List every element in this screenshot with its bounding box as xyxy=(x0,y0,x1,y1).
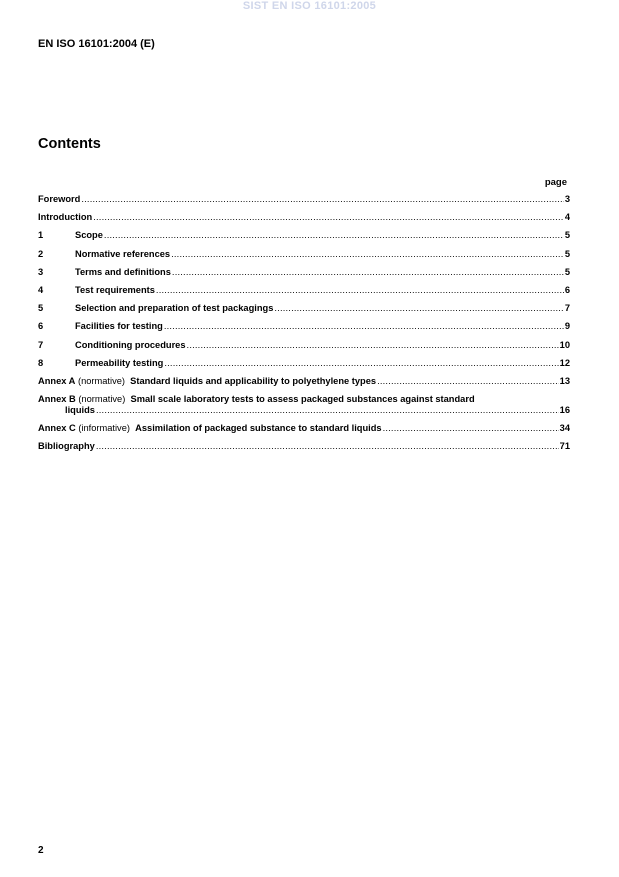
leader-dots xyxy=(164,358,558,369)
toc-entry-conditioning-procedures[interactable] xyxy=(38,340,570,351)
leader-dots xyxy=(171,249,564,260)
annex-type: (normative) xyxy=(78,394,126,405)
toc-entry-number: 4 xyxy=(38,284,44,295)
toc-entry-number: 6 xyxy=(38,321,44,332)
toc-entry-page: 5 xyxy=(564,248,570,259)
page-column-label: page xyxy=(544,177,567,188)
leader-dots xyxy=(274,303,563,314)
leader-dots xyxy=(164,321,564,332)
toc-entry-title: Bibliography xyxy=(38,441,95,452)
toc-entry-page: 16 xyxy=(559,405,570,416)
toc-entry-page: 34 xyxy=(559,423,570,434)
toc-entry-title: Selection and preparation of test packagings xyxy=(75,303,274,314)
toc-entry-page: 10 xyxy=(559,339,570,350)
toc-entry-foreword[interactable] xyxy=(38,194,570,205)
toc-entry-page: 4 xyxy=(564,212,570,223)
watermark: SIST EN ISO 16101:2005 xyxy=(242,0,377,12)
leader-dots xyxy=(156,285,564,296)
toc-entry-title: Test requirements xyxy=(75,284,155,295)
toc-entry-terms-and-definitions[interactable] xyxy=(38,267,570,278)
toc-entry-number: 1 xyxy=(38,230,44,241)
annex-label: Annex B xyxy=(38,394,76,405)
toc-entry-title-line2: liquids xyxy=(65,405,95,416)
toc-entry-page: 6 xyxy=(564,284,570,295)
toc-entry-title: Permeability testing xyxy=(75,357,164,368)
toc-entry-bibliography[interactable] xyxy=(38,441,570,452)
toc-entry-introduction[interactable] xyxy=(38,212,570,223)
toc-entry-test-requirements[interactable] xyxy=(38,285,570,296)
toc-entry-annex-c[interactable] xyxy=(38,423,570,434)
toc-entry-title: Normative references xyxy=(75,248,171,259)
toc-entry-title: Terms and definitions xyxy=(75,266,171,277)
toc-entry-normative-references[interactable] xyxy=(38,249,570,260)
toc-entry-page: 71 xyxy=(559,441,570,452)
leader-dots xyxy=(81,194,563,205)
table-of-contents xyxy=(38,194,570,460)
toc-entry-page: 5 xyxy=(564,266,570,277)
leader-dots xyxy=(96,441,559,452)
toc-entry-annex-a[interactable] xyxy=(38,376,570,387)
leader-dots xyxy=(383,423,559,434)
toc-entry-title: Introduction xyxy=(38,212,93,223)
toc-entry-permeability-testing[interactable] xyxy=(38,358,570,369)
toc-entry-number: 5 xyxy=(38,303,44,314)
leader-dots xyxy=(172,267,564,278)
annex-type: (informative) xyxy=(78,423,130,434)
toc-entry-number: 8 xyxy=(38,357,44,368)
toc-entry-title: Facilities for testing xyxy=(75,321,163,332)
page-number: 2 xyxy=(38,845,44,856)
document-id-header: EN ISO 16101:2004 (E) xyxy=(38,38,155,50)
leader-dots xyxy=(96,405,559,416)
toc-entry-title: Foreword xyxy=(38,194,81,204)
toc-entry-page: 13 xyxy=(559,375,570,386)
toc-entry-page: 12 xyxy=(559,357,570,368)
toc-entry-page: 5 xyxy=(564,230,570,241)
toc-entry-page: 3 xyxy=(564,194,570,204)
toc-entry-title: Scope xyxy=(75,230,103,241)
toc-entry-annex-b[interactable] xyxy=(38,394,570,416)
toc-entry-page: 9 xyxy=(564,321,570,332)
toc-entry-number: 2 xyxy=(38,248,44,259)
toc-entry-title: Assimilation of packaged substance to standard liquids xyxy=(135,423,382,434)
toc-entry-title-line1: Small scale laboratory tests to assess packaged substances against standard xyxy=(130,394,475,405)
leader-dots xyxy=(93,212,564,223)
toc-entry-title: Standard liquids and applicability to polyethylene types xyxy=(130,375,377,386)
toc-entry-scope[interactable] xyxy=(38,230,570,241)
annex-label: Annex A xyxy=(38,375,76,386)
toc-entry-title: Conditioning procedures xyxy=(75,339,186,350)
toc-entry-selection-and-preparation[interactable] xyxy=(38,303,570,314)
leader-dots xyxy=(104,230,564,241)
toc-entry-number: 3 xyxy=(38,266,44,277)
annex-label: Annex C xyxy=(38,423,76,434)
toc-entry-facilities-for-testing[interactable] xyxy=(38,321,570,332)
annex-type: (normative) xyxy=(77,375,125,386)
toc-entry-page: 7 xyxy=(564,303,570,314)
contents-heading: Contents xyxy=(38,136,101,152)
leader-dots xyxy=(377,376,559,387)
toc-entry-number: 7 xyxy=(38,339,44,350)
leader-dots xyxy=(187,340,559,351)
